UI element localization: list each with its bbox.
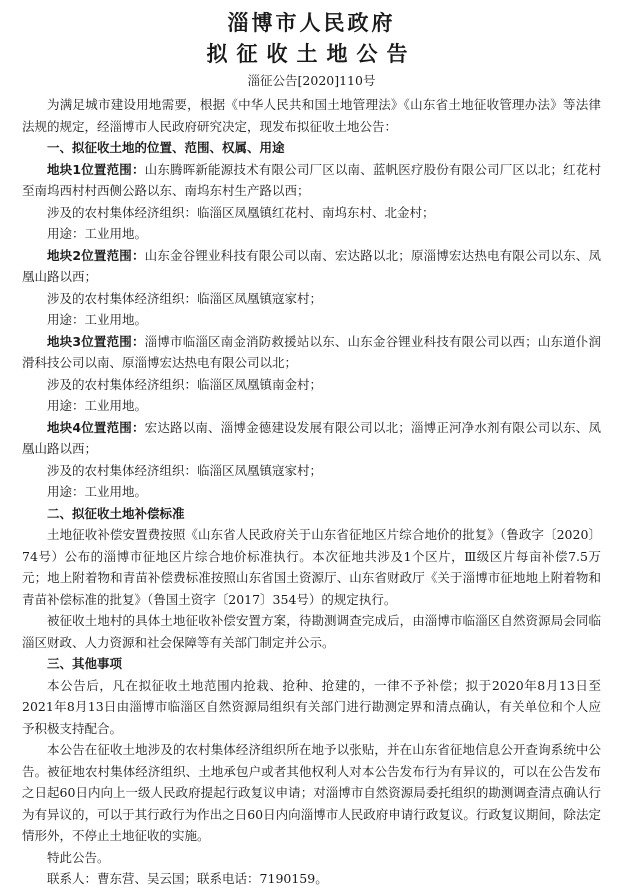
parcel-3-label: 地块3位置范围： xyxy=(47,333,145,349)
parcel-1-location xyxy=(22,159,601,202)
parcel-4-collective: 涉及的农村集体经济组织：临淄区凤凰镇寇家村； xyxy=(47,462,323,478)
section-heading-1: 一、拟征收土地的位置、范围、权属、用途 xyxy=(47,140,285,155)
parcel-1-use: 用途：工业用地。 xyxy=(47,226,148,241)
closing-line: 特此公告。 xyxy=(47,849,110,865)
parcel-3-text: 淄博市临淄区南金消防救援站以东、山东金谷锂业科技有限公司以西；山东道仆润滑科技公司以南、原淄博宏达热电有限公司以北； xyxy=(22,333,601,370)
other-matters-paragraph-1: 本公告后，凡在拟征收土地范围内抢栽、抢种、抢建的，一律不予补偿；拟于2020年8月13日至2021年8月13日由淄博市临淄区自然资源局组织有关部门进行勘测定界和清点确认，有关单位和个人应予积极支持配合。 xyxy=(22,677,601,736)
contact-label: 联系人： xyxy=(47,871,98,886)
parcel-4-text: 宏达路以南、淄博金德建设发展有限公司以北；淄博正河净水剂有限公司以东、凤凰山路以西； xyxy=(22,419,601,456)
phone-label: 联系电话： xyxy=(197,871,260,886)
contact-names: 曹东营、吴云国； xyxy=(97,871,198,886)
document-number: 淄征公告[2020]110号 xyxy=(247,73,376,88)
compensation-paragraph: 土地征收补偿安置费按照《山东省人民政府关于山东省征地区片综合地价的批复》（鲁政字〔2020〕74号）公布的淄博市征地区片综合地价标准执行。本次征地共涉及1个区片，Ⅲ级区片每亩补偿7.5万元；地上附着物和青苗补偿费标准按照山东省国土资源厅、山东省财政厅《关于淄博市征地地上附着物和青苗补偿标准的批复》（鲁国土资字〔2017〕354号）的规定执行。 xyxy=(22,527,601,607)
parcel-1-text: 山东腾晖新能源技术有限公司厂区以南、蓝帆医疗股份有限公司厂区以北；红花村至南坞西村村西侧公路以东、南坞东村生产路以西； xyxy=(22,161,601,198)
parcel-2-text: 山东金谷锂业科技有限公司以南、宏达路以北；原淄博宏达热电有限公司以东、凤凰山路以西； xyxy=(22,247,601,284)
other-matters-paragraph-2: 本公告在征收土地涉及的农村集体经济组织所在地予以张贴，并在山东省征地信息公开查询系统中公告。被征地农村集体经济组织、土地承包户或者其他权利人对本公告发布行为有异议的，可以在公告发布之日起60日内向上一级人民政府提起行政复议申请；对淄博市自然资源局委托组织的勘测调查清点确认行为有异议的，可以于其行政行为作出之日60日内向淄博市人民政府申请行政复议。行政复议期间，除法定情形外，不停止土地征收的实施。 xyxy=(22,742,601,843)
section-heading-2: 二、拟征收土地补偿标准 xyxy=(47,505,185,521)
parcel-4-label: 地块4位置范围： xyxy=(47,419,145,435)
page-title: 拟征收土地公告 xyxy=(206,42,417,66)
parcel-2-location xyxy=(22,245,601,288)
parcel-2-label: 地块2位置范围： xyxy=(47,247,145,263)
parcel-2-use: 用途：工业用地。 xyxy=(47,312,148,327)
parcel-4-use: 用途：工业用地。 xyxy=(47,484,148,499)
parcel-1-label: 地块1位置范围： xyxy=(47,161,145,177)
parcel-3-collective: 涉及的农村集体经济组织：临淄区凤凰镇南金村； xyxy=(47,376,323,392)
parcel-3-use: 用途：工业用地。 xyxy=(47,398,148,413)
government-name: 淄博市人民政府 xyxy=(227,11,396,35)
phone-number: 7190159。 xyxy=(259,871,328,886)
contact-line xyxy=(22,868,601,890)
intro-paragraph: 为满足城市建设用地需要，根据《中华人民共和国土地管理法》《山东省土地征收管理办法》等法律法规的规定，经淄博市人民政府研究决定，现发布拟征收土地公告： xyxy=(22,97,601,134)
parcel-4-location xyxy=(22,417,601,460)
parcel-3-location xyxy=(22,331,601,374)
section-heading-3: 三、其他事项 xyxy=(47,656,123,671)
parcel-1-collective: 涉及的农村集体经济组织：临淄区凤凰镇红花村、南坞东村、北金村； xyxy=(47,204,435,220)
resettlement-paragraph: 被征收土地村的具体土地征收补偿安置方案，待勘测调查完成后，由淄博市临淄区自然资源局会同临淄区财政、人力资源和社会保障等有关部门制定并公示。 xyxy=(22,613,601,650)
parcel-2-collective: 涉及的农村集体经济组织：临淄区凤凰镇寇家村； xyxy=(47,290,323,306)
